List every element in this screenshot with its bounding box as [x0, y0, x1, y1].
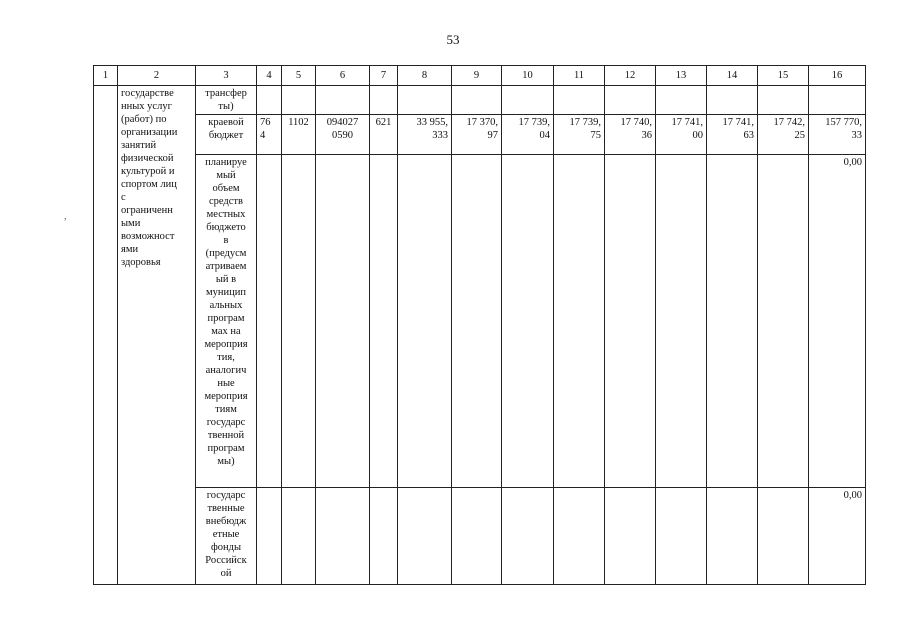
- total-cell: 0,00: [809, 155, 866, 488]
- row-number-cell: [94, 86, 118, 585]
- code-cell: 621: [370, 115, 398, 155]
- amount-cell: 17 741, 63: [707, 115, 758, 155]
- header-cell: 6: [316, 66, 370, 86]
- header-cell: 14: [707, 66, 758, 86]
- header-cell: 3: [196, 66, 257, 86]
- amount-cell: 17 739, 75: [554, 115, 605, 155]
- amount-cell: 17 370, 97: [452, 115, 502, 155]
- header-cell: 9: [452, 66, 502, 86]
- header-cell: 1: [94, 66, 118, 86]
- amount-cell: 17 741, 00: [656, 115, 707, 155]
- code-cell: 76 4: [257, 115, 282, 155]
- header-cell: 16: [809, 66, 866, 86]
- funding-source-cell: трансфер ты): [196, 86, 257, 115]
- header-cell: 15: [758, 66, 809, 86]
- purpose-cell: государстве нных услуг (работ) по организации занятий физической культурой и спортом лиц с ограниченн ыми возможност ями здоровья: [118, 86, 196, 585]
- funding-source-cell: государс твенные внебюдж етные фонды Российск ой: [196, 488, 257, 585]
- header-cell: 11: [554, 66, 605, 86]
- header-cell: 2: [118, 66, 196, 86]
- page-number: 53: [446, 32, 460, 47]
- amount-cell: 17 739, 04: [502, 115, 554, 155]
- header-row: [94, 66, 866, 86]
- amount-cell: 33 955, 333: [398, 115, 452, 155]
- header-cell: 10: [502, 66, 554, 86]
- header-cell: 7: [370, 66, 398, 86]
- amount-cell: 17 740, 36: [605, 115, 656, 155]
- table-row: [94, 115, 866, 155]
- budget-table: [93, 65, 866, 585]
- funding-source-cell: краевой бюджет: [196, 115, 257, 155]
- table-row: [94, 86, 866, 115]
- amount-cell: 17 742, 25: [758, 115, 809, 155]
- table-row: [94, 155, 866, 488]
- funding-source-cell: планируе мый объем средств местных бюджето в (предусм атриваем ый в муницип альных програм мах на мероприя тия, аналогич ные мероприя тиям государс твенной програм мы): [196, 155, 257, 488]
- header-cell: 5: [282, 66, 316, 86]
- code-cell: 094027 0590: [316, 115, 370, 155]
- table-row: [94, 488, 866, 585]
- header-cell: 13: [656, 66, 707, 86]
- header-cell: 8: [398, 66, 452, 86]
- header-cell: 4: [257, 66, 282, 86]
- code-cell: 1102: [282, 115, 316, 155]
- stray-mark: ,: [64, 211, 67, 222]
- total-cell: 0,00: [809, 488, 866, 585]
- total-cell: 157 770, 33: [809, 115, 866, 155]
- header-cell: 12: [605, 66, 656, 86]
